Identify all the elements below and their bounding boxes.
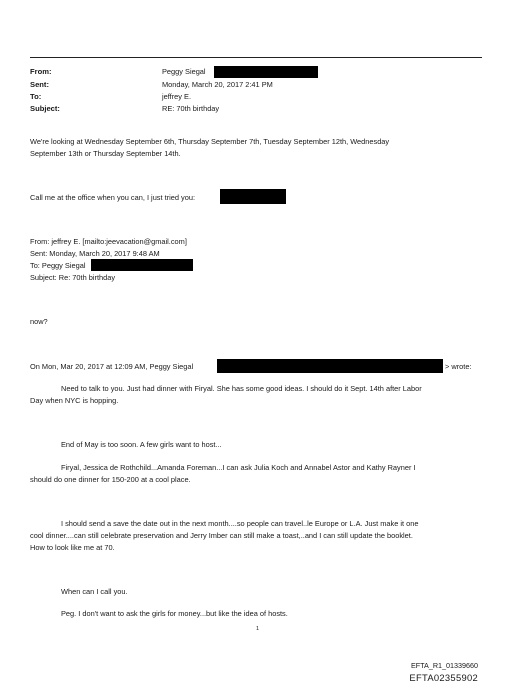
body-p2: Call me at the office when you can, I just tried you:	[30, 193, 196, 202]
quoted-p2: End of May is too soon. A few girls want to host...	[61, 440, 222, 449]
quoted-sent: Sent: Monday, March 20, 2017 9:48 AM	[30, 249, 160, 258]
body-p1-line2: September 13th or Thursday September 14th.	[30, 149, 181, 158]
quoted-p1-line1: Need to talk to you. Just had dinner with Firyal. She has some good ideas. I should do it Sept. 14th after Labor	[61, 384, 422, 393]
body-p1-line1: We're looking at Wednesday September 6th, Thursday September 7th, Tuesday September 12th, Wednesday	[30, 137, 390, 146]
quoted-p4-line3: How to look like me at 70.	[30, 543, 115, 552]
efta-reference-1: EFTA_R1_01339660	[411, 661, 478, 670]
quoted-p6: Peg. I don't want to ask the girls for money...but like the idea of hosts.	[61, 609, 288, 618]
quoted-p3-line2: should do one dinner for 150-200 at a cool place.	[30, 475, 191, 484]
sent-label: Sent:	[30, 80, 49, 89]
subject-label: Subject:	[30, 104, 60, 113]
redaction-box	[91, 259, 193, 271]
to-label: To:	[30, 92, 42, 101]
reply-text: now?	[30, 317, 48, 326]
subject-value: RE: 70th birthday	[162, 104, 220, 113]
quoted-from: From: jeffrey E. [mailto:jeevacation@gmail.com]	[30, 237, 187, 246]
page-number: 1	[256, 626, 260, 632]
quoted-to: To: Peggy Siegal	[30, 261, 86, 270]
redaction-box	[214, 66, 318, 78]
redaction-box	[217, 359, 443, 373]
header-rule	[30, 57, 482, 58]
redaction-box	[220, 189, 286, 204]
on-wrote-prefix: On Mon, Mar 20, 2017 at 12:09 AM, Peggy Siegal	[30, 362, 194, 371]
quoted-p3-line1: Firyal, Jessica de Rothchild...Amanda Foreman...I can ask Julia Koch and Annabel Astor and Kathy Rayner I	[61, 463, 416, 472]
quoted-p4-line1: I should send a save the date out in the next month....so people can travel..le Europe or L.A. Just make it one	[61, 519, 419, 528]
on-wrote-suffix: > wrote:	[445, 362, 472, 371]
efta-reference-2: EFTA02355902	[409, 672, 478, 683]
quoted-subject: Subject: Re: 70th birthday	[30, 273, 116, 282]
quoted-p5: When can I call you.	[61, 587, 128, 596]
to-value: jeffrey E.	[162, 92, 192, 101]
quoted-p1-line2: Day when NYC is hopping.	[30, 396, 119, 405]
from-value: Peggy Siegal	[162, 67, 206, 76]
from-label: From:	[30, 67, 52, 76]
quoted-p4-line2: cool dinner....can still celebrate preservation and Jerry Imber can still make a toast,..and I can still update the booklet.	[30, 531, 413, 540]
sent-value: Monday, March 20, 2017 2:41 PM	[162, 80, 273, 89]
